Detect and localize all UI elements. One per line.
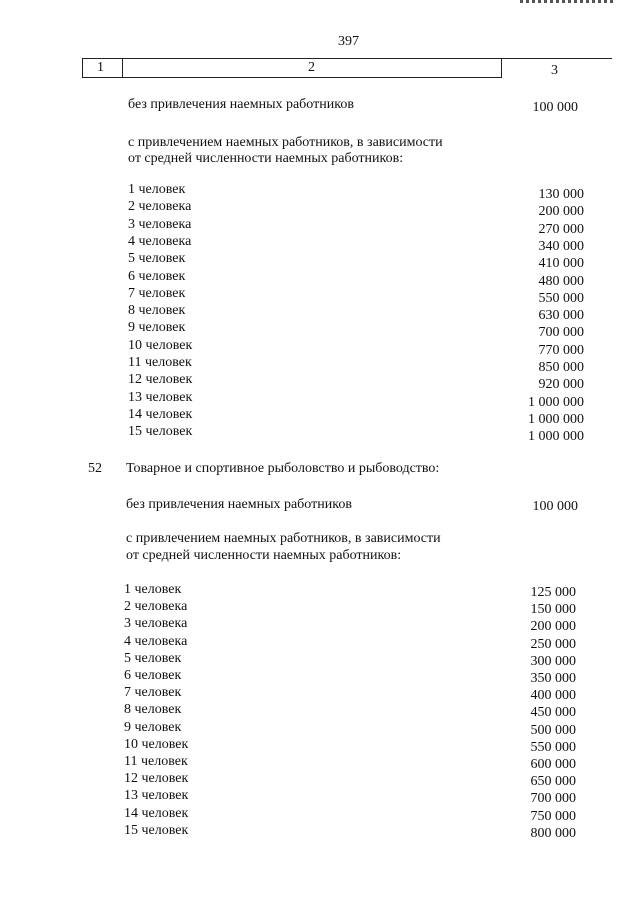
row-label: 11 человек: [124, 754, 188, 769]
row-label: 7 человек: [128, 285, 186, 301]
row-value: 350 000: [530, 671, 576, 686]
row-value: 200 000: [538, 204, 584, 220]
row-value: 550 000: [538, 290, 584, 306]
page-number: 397: [338, 34, 359, 49]
row-label: 10 человек: [124, 736, 189, 752]
scan-edge-mark: [520, 0, 616, 3]
row-label: 1 человек: [124, 582, 182, 597]
row-value: 750 000: [530, 808, 576, 824]
row-value: 700 000: [530, 791, 576, 807]
row-value: 130 000: [538, 187, 584, 202]
row-label: 13 человек: [124, 788, 189, 804]
row-label: 7 человек: [124, 685, 182, 701]
section-52-without-workers-value: 100 000: [532, 499, 578, 514]
row-label: 15 человек: [128, 424, 193, 440]
row-value: 150 000: [530, 602, 576, 618]
row-label: 15 человек: [124, 822, 189, 838]
row-value: 1 000 000: [528, 394, 584, 410]
row-label: 2 человека: [128, 199, 192, 215]
row-value: 300 000: [530, 653, 576, 669]
section-52-without-workers-label: без привлечения наемных работников: [126, 497, 352, 512]
header-divider-2: [122, 58, 123, 78]
row-value: 250 000: [530, 636, 576, 652]
row-label: 8 человек: [124, 702, 182, 718]
without-workers-label: без привлечения наемных работников: [128, 97, 354, 112]
without-workers-value: 100 000: [532, 100, 578, 115]
row-value: 450 000: [530, 705, 576, 721]
row-value: 480 000: [538, 273, 584, 289]
row-label: 14 человек: [124, 805, 189, 821]
row-value: 500 000: [530, 722, 576, 738]
row-label: 10 человек: [128, 337, 193, 353]
row-label: 12 человек: [128, 372, 193, 388]
row-label: 11 человек: [128, 355, 192, 370]
header-bottom-rule: [82, 77, 502, 78]
header-divider-3: [501, 58, 502, 78]
section-52-with-workers-line-1: с привлечением наемных работников, в зависимости: [126, 531, 441, 546]
row-value: 125 000: [530, 585, 576, 600]
row-value: 800 000: [530, 825, 576, 841]
row-value: 550 000: [530, 739, 576, 755]
row-label: 9 человек: [124, 719, 182, 735]
with-workers-line-2: от средней численности наемных работников:: [128, 151, 404, 166]
row-label: 14 человек: [128, 406, 193, 422]
row-label: 9 человек: [128, 320, 186, 336]
row-value: 200 000: [530, 619, 576, 635]
row-label: 3 человека: [124, 616, 188, 632]
row-label: 12 человек: [124, 771, 189, 787]
section-52-title: Товарное и спортивное рыболовство и рыбоводство:: [126, 461, 440, 476]
row-value: 920 000: [538, 377, 584, 393]
section-52-with-workers-line-2: от средней численности наемных работников:: [126, 548, 402, 563]
row-label: 8 человек: [128, 303, 186, 319]
row-value: 1 000 000: [528, 429, 584, 445]
row-value: 410 000: [538, 256, 584, 272]
row-value: 700 000: [538, 325, 584, 341]
header-divider-1: [82, 58, 83, 78]
row-value: 1 000 000: [528, 411, 584, 427]
row-value: 770 000: [538, 342, 584, 358]
row-value: 630 000: [538, 308, 584, 324]
row-label: 13 человек: [128, 389, 193, 405]
row-label: 4 человека: [128, 233, 192, 249]
row-value: 340 000: [538, 238, 584, 254]
row-label: 5 человек: [124, 650, 182, 666]
header-col-2: 2: [308, 60, 315, 75]
row-label: 1 человек: [128, 182, 186, 197]
section-52-number: 52: [88, 461, 102, 476]
row-value: 400 000: [530, 688, 576, 704]
row-label: 6 человек: [124, 668, 182, 683]
header-top-rule: [82, 58, 612, 59]
row-value: 600 000: [530, 757, 576, 772]
row-label: 2 человека: [124, 599, 188, 615]
row-label: 6 человек: [128, 268, 186, 284]
header-col-3: 3: [551, 63, 558, 78]
row-value: 650 000: [530, 774, 576, 790]
row-value: 270 000: [538, 221, 584, 237]
header-col-1: 1: [97, 60, 104, 75]
row-label: 3 человека: [128, 216, 192, 232]
row-label: 5 человек: [128, 251, 186, 267]
row-label: 4 человека: [124, 633, 188, 649]
row-value: 850 000: [538, 360, 584, 375]
with-workers-line-1: с привлечением наемных работников, в зависимости: [128, 135, 443, 150]
